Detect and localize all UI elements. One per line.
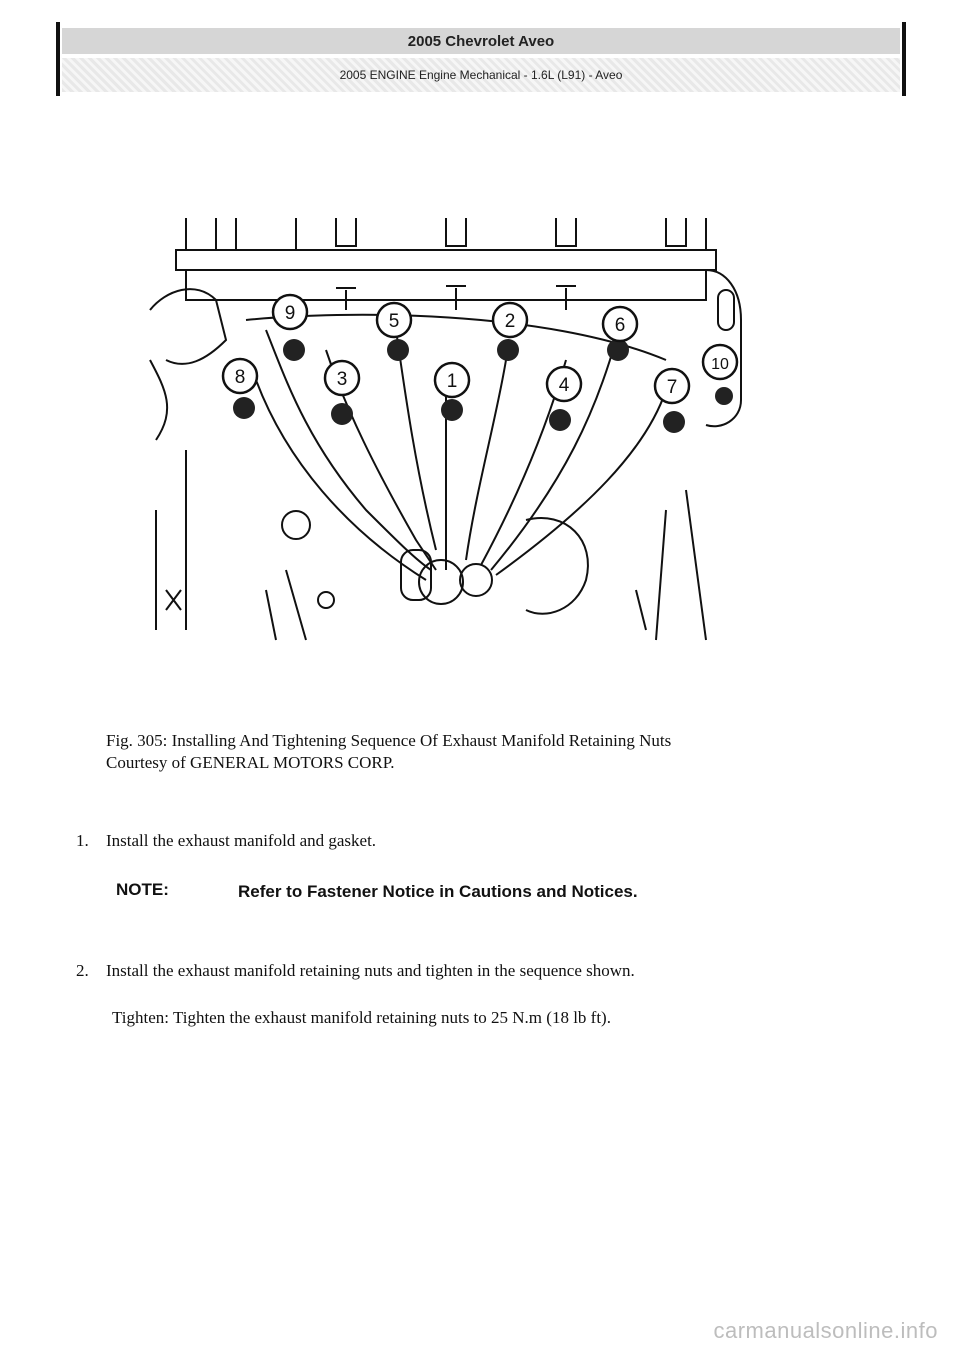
step-number: 1. — [76, 831, 89, 850]
callout-5: 5 — [388, 311, 400, 332]
step-number: 2. — [76, 961, 89, 980]
note-text: Refer to Fastener Notice in Cautions and Notices. — [238, 882, 638, 901]
callout-7: 7 — [666, 377, 678, 398]
callout-8: 8 — [234, 367, 246, 388]
step-1 — [76, 830, 896, 852]
step-text: Install the exhaust manifold retaining nuts and tighten in the sequence shown. — [106, 961, 635, 980]
callout-1: 1 — [446, 371, 458, 392]
callout-10: 10 — [711, 356, 729, 373]
torque-spec: Tighten: Tighten the exhaust manifold retaining nuts to 25 N.m (18 lb ft). — [112, 1008, 611, 1027]
note-box — [116, 880, 756, 904]
watermark: carmanualsonline.info — [713, 1318, 938, 1343]
callout-9: 9 — [284, 303, 296, 324]
manifold-illustration — [146, 210, 746, 642]
exhaust-manifold-figure — [146, 210, 746, 642]
figure-caption — [106, 730, 866, 774]
note-label: NOTE: — [116, 880, 169, 899]
header-rule-right — [902, 22, 906, 96]
callout-6: 6 — [614, 315, 626, 336]
callout-4: 4 — [558, 375, 570, 396]
page-header — [56, 22, 906, 96]
caption-title: Fig. 305: Installing And Tightening Sequence Of Exhaust Manifold Retaining Nuts — [106, 731, 672, 750]
callout-3: 3 — [336, 369, 348, 390]
caption-credit: Courtesy of GENERAL MOTORS CORP. — [106, 753, 395, 772]
step-text: Install the exhaust manifold and gasket. — [106, 831, 377, 850]
callout-2: 2 — [504, 311, 516, 332]
header-subtitle: 2005 ENGINE Engine Mechanical - 1.6L (L91) - Aveo — [62, 58, 900, 92]
header-rule-left — [56, 22, 60, 96]
step-2 — [76, 960, 896, 982]
header-title: 2005 Chevrolet Aveo — [62, 28, 900, 54]
